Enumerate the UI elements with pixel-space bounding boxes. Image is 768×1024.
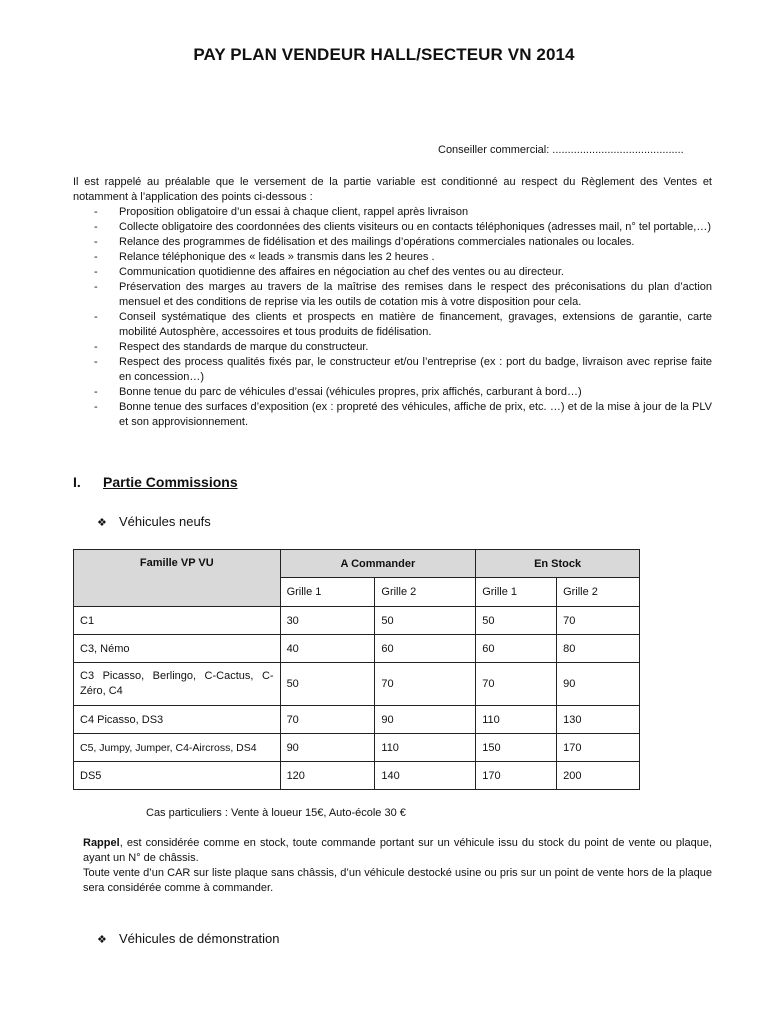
cell-value: 130 <box>557 706 640 734</box>
cell-famille: C3, Némo <box>74 635 281 663</box>
col-header-famille: Famille VP VU <box>74 550 281 607</box>
list-item: - Bonne tenue des surfaces d’exposition (ex : propreté des véhicules, affiche de prix, etc. …) et de la mise à jour de la PLV et son approvisionnement. <box>94 401 712 428</box>
cell-value: 40 <box>280 635 375 663</box>
col-header-commander: A Commander <box>280 550 476 578</box>
rappel-paragraph: Rappel, est considérée comme en stock, toute commande portant sur un véhicule issu du stock du point de vente ou plaque, ayant un N° de châssis. <box>83 837 712 864</box>
cell-value: 150 <box>476 734 557 762</box>
cell-value: 200 <box>557 762 640 790</box>
list-item: - Relance des programmes de fidélisation et des mailings d’opérations commerciales nationales ou locales. <box>94 236 635 248</box>
col-header-grille: Grille 2 <box>375 578 476 607</box>
cell-value: 90 <box>375 706 476 734</box>
list-item: - Collecte obligatoire des coordonnées des clients visiteurs ou en contacts téléphoniques (adresses mail, n° tel portable,…) <box>94 221 712 233</box>
cell-value: 70 <box>476 663 557 706</box>
subheading-vehicules-neufs: ❖ Véhicules neufs <box>97 514 211 529</box>
col-header-grille: Grille 1 <box>476 578 557 607</box>
cell-value: 120 <box>280 762 375 790</box>
cell-famille: C5, Jumpy, Jumper, C4-Aircross, DS4 <box>74 734 281 762</box>
list-item: - Respect des standards de marque du constructeur. <box>94 341 369 353</box>
cell-value: 170 <box>557 734 640 762</box>
cell-value: 70 <box>557 607 640 635</box>
cell-value: 80 <box>557 635 640 663</box>
table-row <box>74 607 640 635</box>
table-row <box>74 762 640 790</box>
cell-value: 30 <box>280 607 375 635</box>
rappel-paragraph-2: Toute vente d’un CAR sur liste plaque sans châssis, d’un véhicule destocké usine ou pris sur un point de vente hors de la plaque sera considérée comme à commander. <box>83 867 712 894</box>
cell-value: 70 <box>280 706 375 734</box>
page-title: PAY PLAN VENDEUR HALL/SECTEUR VN 2014 <box>193 45 575 64</box>
section-heading <box>73 474 238 490</box>
conseiller-commercial-line: Conseiller commercial: ........................................... <box>438 144 684 156</box>
cell-value: 140 <box>375 762 476 790</box>
col-header-grille: Grille 2 <box>557 578 640 607</box>
cell-value: 70 <box>375 663 476 706</box>
cas-particuliers-note: Cas particuliers : Vente à loueur 15€, Auto-école 30 € <box>146 807 406 819</box>
diamond-bullet-icon: ❖ <box>97 934 107 946</box>
list-item: - Proposition obligatoire d’un essai à chaque client, rappel après livraison <box>94 206 469 218</box>
cell-value: 60 <box>476 635 557 663</box>
table-row <box>74 663 640 706</box>
table-row <box>74 706 640 734</box>
diamond-bullet-icon: ❖ <box>97 517 107 529</box>
cell-value: 90 <box>557 663 640 706</box>
section-number: I. <box>73 474 81 490</box>
requirements-list <box>73 205 712 430</box>
intro-block <box>73 175 712 430</box>
table-row <box>74 734 640 762</box>
col-header-stock: En Stock <box>476 550 640 578</box>
cell-value: 50 <box>280 663 375 706</box>
list-item: - Respect des process qualités fixés par, le constructeur et/ou l’entreprise (ex : port du badge, livraison avec reprise faite en concession…) <box>94 356 712 383</box>
cell-value: 110 <box>476 706 557 734</box>
list-item: - Préservation des marges au travers de la maîtrise des remises dans le respect des préconisations du plan d’action mensuel et des conditions de reprise via les outils de cotation mis à votre disposition pour cela. <box>94 281 712 308</box>
list-item: - Conseil systématique des clients et prospects en matière de financement, gravages, extensions de garantie, carte mobilité Autosphère, accessoires et tous produits de fidélisation. <box>94 311 712 338</box>
list-item: - Communication quotidienne des affaires en négociation au chef des ventes ou au directeur. <box>94 266 564 278</box>
list-item: - Bonne tenue du parc de véhicules d’essai (véhicules propres, prix affichés, carburant à bord…) <box>94 386 582 398</box>
cell-value: 60 <box>375 635 476 663</box>
cell-value: 50 <box>375 607 476 635</box>
cell-famille: C1 <box>74 607 281 635</box>
cell-value: 110 <box>375 734 476 762</box>
list-item: - Relance téléphonique des « leads » transmis dans les 2 heures . <box>94 251 435 263</box>
cell-famille: C3 Picasso, Berlingo, C-Cactus, C-Zéro, C4 <box>74 663 281 706</box>
cell-famille: C4 Picasso, DS3 <box>74 706 281 734</box>
col-header-grille: Grille 1 <box>280 578 375 607</box>
rappel-block <box>83 836 712 896</box>
section-title: Partie Commissions <box>103 474 238 490</box>
cell-value: 170 <box>476 762 557 790</box>
rappel-label: Rappel <box>83 837 120 849</box>
commission-table <box>73 549 640 790</box>
cell-value: 90 <box>280 734 375 762</box>
table-header-row <box>74 550 640 578</box>
subheading-vehicules-demonstration: ❖ Véhicules de démonstration <box>97 931 280 946</box>
table-row <box>74 635 640 663</box>
cell-famille: DS5 <box>74 762 281 790</box>
cell-value: 50 <box>476 607 557 635</box>
intro-lead: Il est rappelé au préalable que le versement de la partie variable est conditionné au respect du Règlement des Ventes et notamment à l’application des points ci-dessous : <box>73 176 712 203</box>
